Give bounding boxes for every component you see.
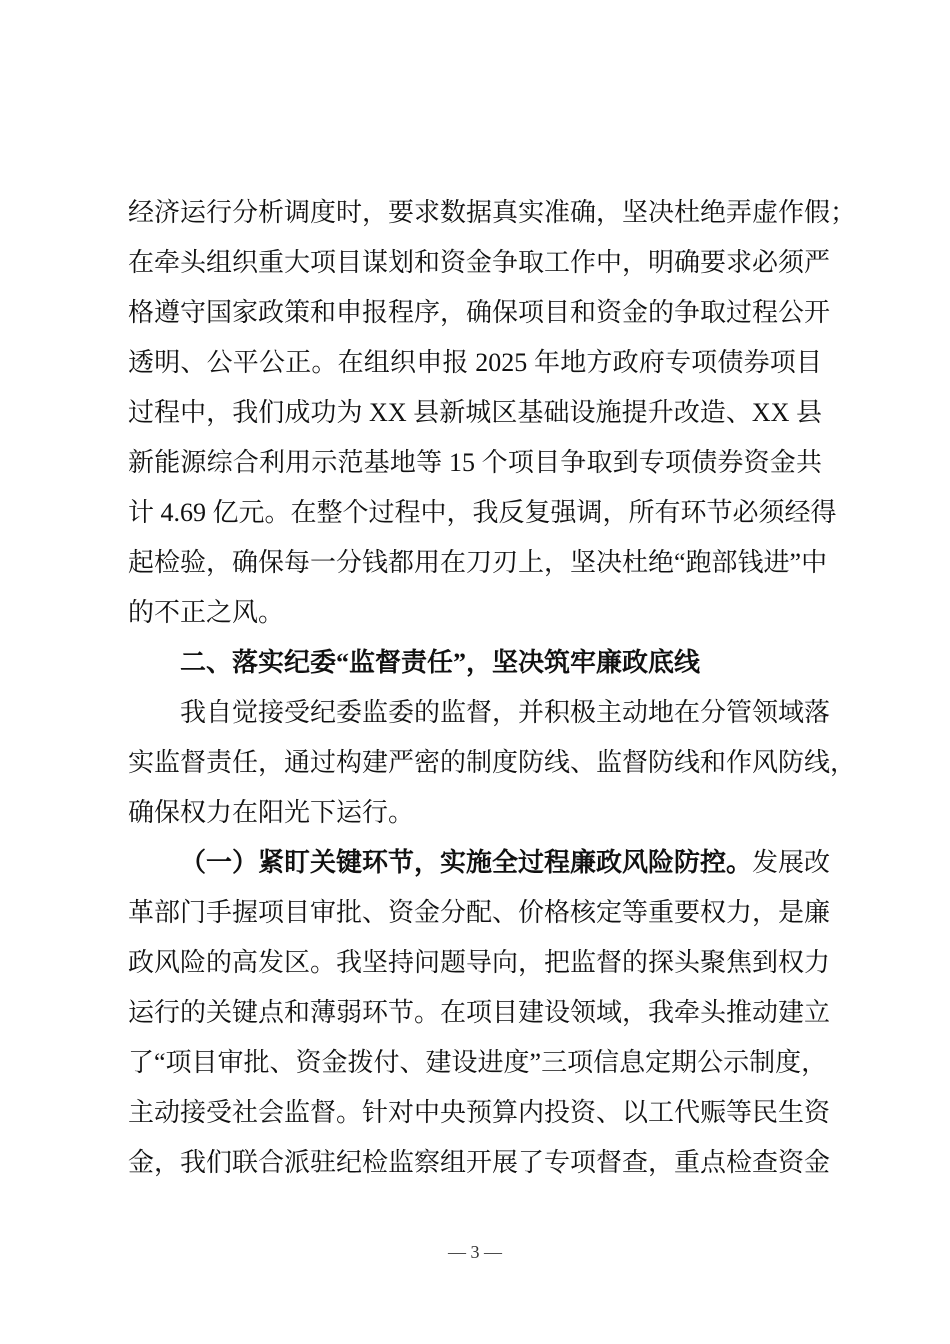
text-line: 格遵守国家政策和申报程序，确保项目和资金的争取过程公开 <box>128 298 831 327</box>
text-line: 新能源综合利用示范基地等 15 个项目争取到专项债券资金共 <box>128 448 822 477</box>
document-body <box>128 188 857 1188</box>
paragraph-continuation <box>128 188 857 638</box>
text-line: 经济运行分析调度时，要求数据真实准确，坚决杜绝弄虚作假； <box>128 198 857 227</box>
text-line: 在牵头组织重大项目谋划和资金争取工作中，明确要求必须严 <box>128 248 831 277</box>
text-line: 金，我们联合派驻纪检监察组开展了专项督查，重点检查资金 <box>128 1148 831 1177</box>
text-line: 过程中，我们成功为 XX 县新城区基础设施提升改造、XX 县 <box>128 398 822 427</box>
page-number: — 3 — <box>448 1242 502 1262</box>
paragraph-risk-control <box>128 838 831 1188</box>
text-line: 起检验，确保每一分钱都用在刀刃上，坚决杜绝“跑部钱进”中 <box>128 548 828 577</box>
text-line: 透明、公平公正。在组织申报 2025 年地方政府专项债券项目 <box>128 348 822 377</box>
text-line: 我自觉接受纪委监委的监督，并积极主动地在分管领域落 <box>180 698 831 727</box>
text-line: 主动接受社会监督。针对中央预算内投资、以工代赈等民生资 <box>128 1098 831 1127</box>
text-line: 运行的关键点和薄弱环节。在项目建设领域，我牵头推动建立 <box>128 998 831 1027</box>
text-line: 实监督责任，通过构建严密的制度防线、监督防线和作风防线， <box>128 748 857 777</box>
text-line: 的不正之风。 <box>128 598 285 627</box>
paragraph-supervision <box>128 688 857 838</box>
text-run: 发展改 <box>752 848 831 877</box>
text-line: 了“项目审批、资金拨付、建设进度”三项信息定期公示制度， <box>128 1048 828 1077</box>
text-line: 确保权力在阳光下运行。 <box>128 798 415 827</box>
text-line <box>128 838 831 888</box>
text-line: 计 4.69 亿元。在整个过程中，我反复强调，所有环节必须经得 <box>128 498 837 527</box>
text-line: 政风险的高发区。我坚持问题导向，把监督的探头聚焦到权力 <box>128 948 831 977</box>
subheading-lead: （一）紧盯关键环节，实施全过程廉政风险防控。 <box>180 848 753 877</box>
text-line: 革部门手握项目审批、资金分配、价格核定等重要权力，是廉 <box>128 898 831 927</box>
section-heading: 二、落实纪委“监督责任”，坚决筑牢廉政底线 <box>180 648 701 677</box>
